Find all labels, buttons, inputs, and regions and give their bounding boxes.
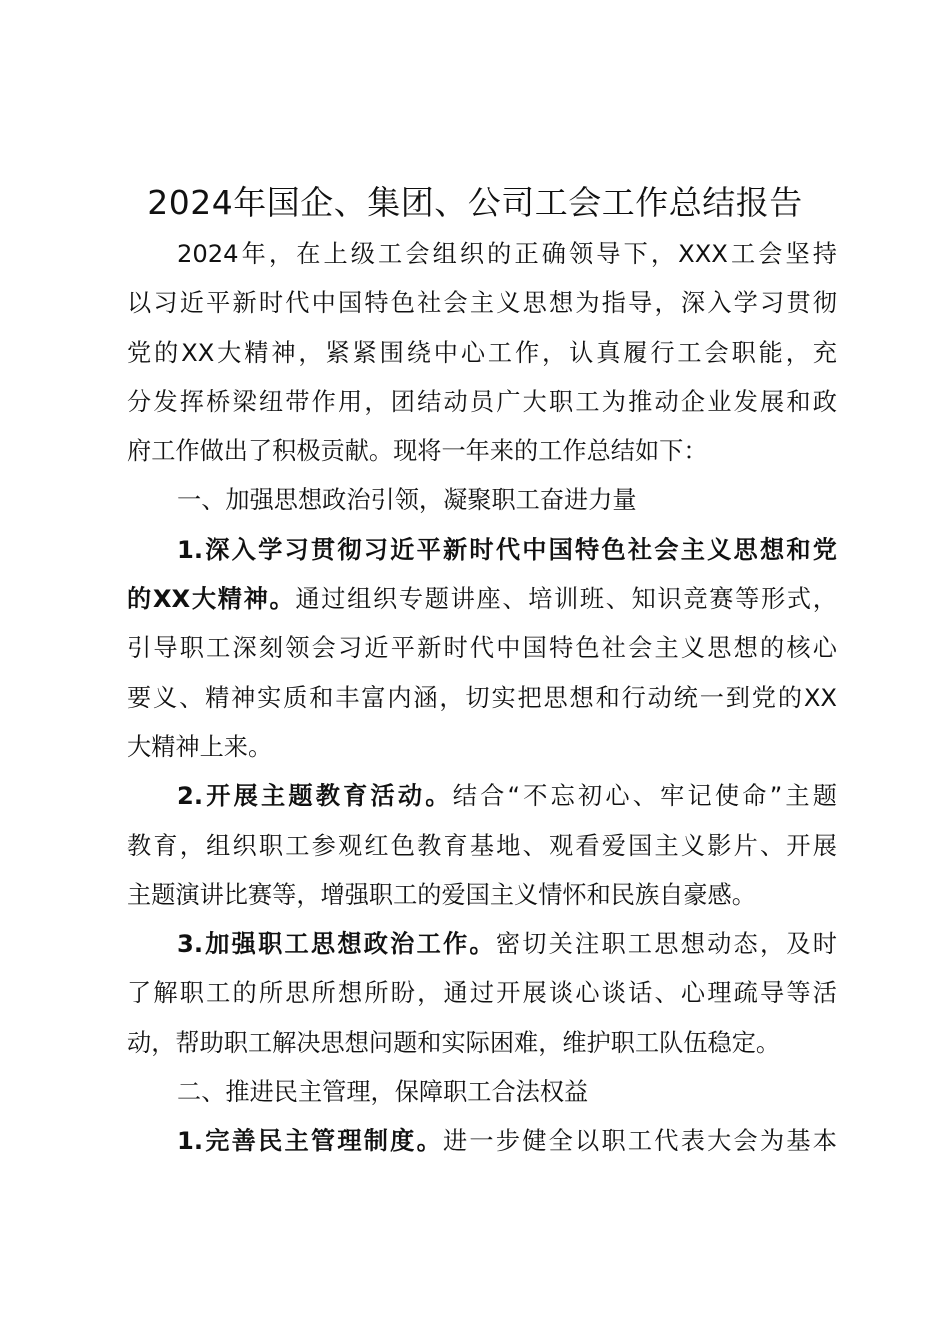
text-line	[127, 279, 837, 328]
document-title: 2024年国企、集团、公司工会工作总结报告	[147, 183, 803, 222]
bold-heading-text: 1.深入学习贯彻习近平新时代中国特色社会主义思想和党	[177, 535, 837, 564]
text-line	[127, 1019, 837, 1068]
text-line	[127, 772, 837, 821]
line-text: 进一步健全以职工代表大会为基本	[442, 1127, 837, 1156]
text-line	[127, 378, 837, 427]
text-line	[127, 575, 837, 624]
text-line	[127, 230, 837, 279]
bold-heading-text: 2.开展主题教育活动。	[177, 782, 453, 811]
text-line	[127, 329, 837, 378]
bold-heading-text: 的XX大精神。	[127, 585, 296, 614]
line-text: 大精神上来。	[127, 732, 273, 761]
text-line	[127, 723, 837, 772]
text-line	[127, 674, 837, 723]
line-text: 引导职工深刻领会习近平新时代中国特色社会主义思想的核心	[127, 634, 837, 663]
text-line	[127, 920, 837, 969]
text-line	[127, 1068, 837, 1117]
text-line	[127, 624, 837, 673]
line-text: 分发挥桥梁纽带作用，团结动员广大职工为推动企业发展和政	[127, 387, 837, 416]
line-text: 密切关注职工思想动态，及时	[495, 930, 837, 959]
text-line	[127, 822, 837, 871]
line-text: 以习近平新时代中国特色社会主义思想为指导，深入学习贯彻	[127, 289, 837, 318]
bold-heading-text: 1.完善民主管理制度。	[177, 1127, 443, 1156]
line-text: 府工作做出了积极贡献。现将一年来的工作总结如下：	[127, 437, 708, 466]
line-text: 主题演讲比赛等，增强职工的爱国主义情怀和民族自豪感。	[127, 880, 756, 909]
bold-heading-text: 3.加强职工思想政治工作。	[177, 930, 496, 959]
line-text: 了解职工的所思所想所盼，通过开展谈心谈话、心理疏导等活	[127, 979, 837, 1008]
line-text: 2024年，在上级工会组织的正确领导下，XXX工会坚持	[177, 240, 837, 268]
document-body	[127, 230, 837, 1167]
text-line	[127, 526, 837, 575]
line-text: 结合“不忘初心、牢记使命”主题	[452, 782, 837, 811]
line-text: 二、推进民主管理，保障职工合法权益	[177, 1078, 589, 1107]
line-text: 一、加强思想政治引领，凝聚职工奋进力量	[177, 486, 637, 515]
text-line	[127, 476, 837, 525]
line-text: 通过组织专题讲座、培训班、知识竞赛等形式，	[295, 585, 837, 614]
text-line	[127, 1117, 837, 1166]
line-text: 党的XX大精神，紧紧围绕中心工作，认真履行工会职能，充	[127, 338, 837, 367]
text-line	[127, 871, 837, 920]
line-text: 教育，组织职工参观红色教育基地、观看爱国主义影片、开展	[127, 831, 837, 860]
line-text: 要义、精神实质和丰富内涵，切实把思想和行动统一到党的XX	[127, 683, 837, 712]
text-line	[127, 969, 837, 1018]
text-line	[127, 427, 837, 476]
line-text: 动，帮助职工解决思想问题和实际困难，维护职工队伍稳定。	[127, 1028, 781, 1057]
